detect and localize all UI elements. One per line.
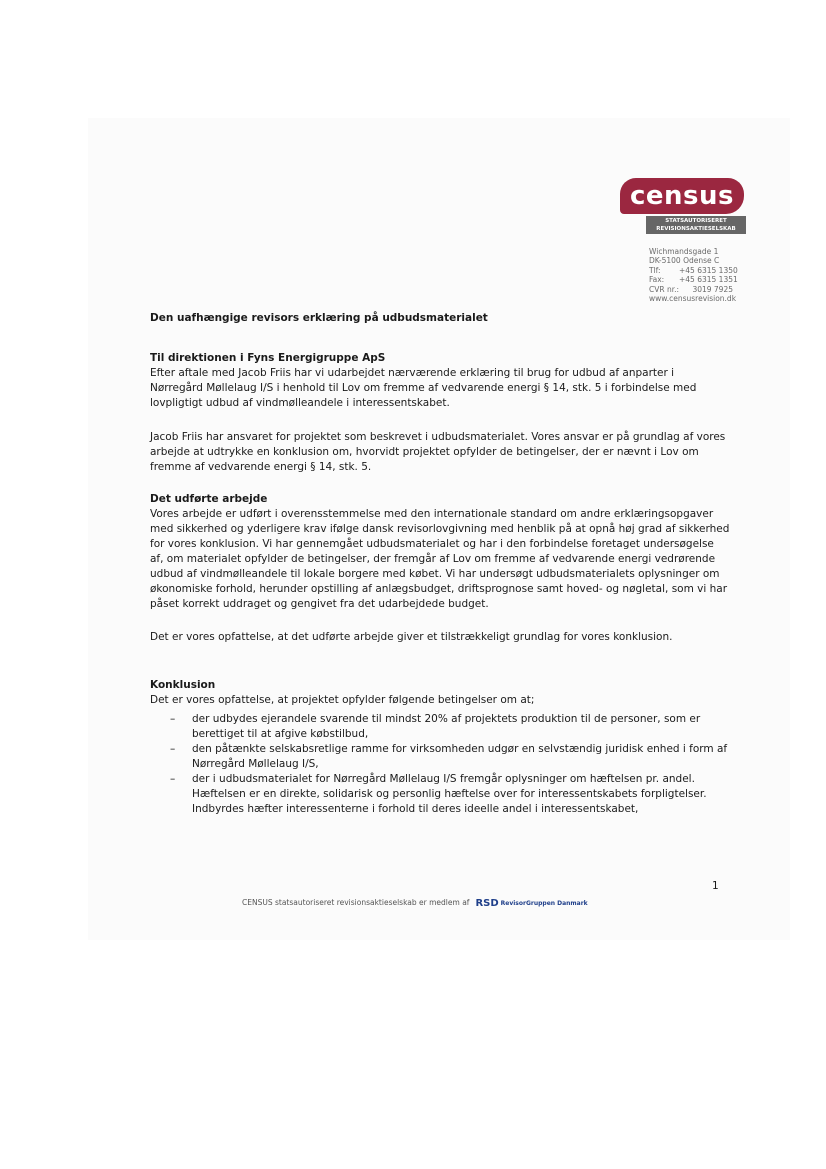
work-heading: Det udførte arbejde xyxy=(150,493,268,505)
list-item-text: den påtænkte selskabsretlige ramme for virksomheden udgør en selvstændig juridisk enhed i form af Nørregård Møllelaug I/S, xyxy=(192,743,728,770)
list-item xyxy=(150,742,730,772)
conclusion-intro: Det er vores opfattelse, at projektet opfylder følgende betingelser om at; xyxy=(150,694,535,706)
network-name: RevisorGruppen Danmark xyxy=(500,900,588,907)
logo-tagline-2: REVISIONSAKTIESELSKAB xyxy=(656,226,736,232)
fax-value: +45 6315 1351 xyxy=(679,275,738,285)
intro-section xyxy=(150,351,730,411)
dash-bullet: – xyxy=(170,713,176,725)
work-paragraph-2: Det er vores opfattelse, at det udførte arbejde giver et tilstrækkeligt grundlag for vores konklusion. xyxy=(150,631,673,643)
page-footer xyxy=(242,898,588,909)
cvr-value: 3019 7925 xyxy=(692,284,733,294)
address-web: www.censusrevision.dk xyxy=(649,294,737,304)
list-item xyxy=(150,772,730,817)
conclusion-section xyxy=(150,678,730,817)
address-city: DK-5100 Odense C xyxy=(649,256,720,266)
dash-bullet: – xyxy=(170,773,176,785)
cvr-label: CVR nr.: xyxy=(649,284,680,294)
company-address xyxy=(649,247,736,303)
work-paragraph-1: Vores arbejde er udført i overensstemmelse med den internationale standard om andre erklæringsopgaver med sikkerhed og yderligere krav ifølge dansk revisorlovgivning med henblik på at opnå høj grad af sikkerhed for vores konklusion. Vi har gennemgået udbudsmaterialet og har i den forbindelse foretaget undersøgelse af, om materialet opfylder de betingelser, der fremgår af Lov om fremme af vedvarende energi vedrørende udbud af vindmølleandele til lokale borgere med købet. Vi har undersøgt udbudsmaterialets oplysninger om økonomiske forhold, herunder opstilling af anlægsbudget, driftsprognose samt hoved- og nøgletal, som vi har påset korrekt uddraget og gengivet fra det udarbejdede budget. xyxy=(150,508,730,610)
intro-paragraph-2: Jacob Friis har ansvaret for projektet som beskrevet i udbudsmaterialet. Vores ansvar er på grundlag af vores arbejde at udtrykke en konklusion om, hvorvidt projektet opfylder de betingelser, der er nævnt i Lov om fremme af vedvarende energi § 14, stk. 5. xyxy=(150,431,726,473)
page-number: 1 xyxy=(712,880,719,892)
address-tlf xyxy=(649,266,736,275)
list-item-text: der i udbudsmaterialet for Nørregård Møllelaug I/S fremgår oplysninger om hæftelsen pr. andel. Hæftelsen er en direkte, solidarisk og personlig hæftelse over for interessentskabets forpligtelser. Indbyrdes hæfter interessenterne i forhold til deres ideelle andel i interessentskabet, xyxy=(192,773,707,815)
list-item-text: der udbydes ejerandele svarende til mindst 20% af projektets produktion til de personer, som er berettiget til at afgive købstilbud, xyxy=(192,713,701,740)
work-section xyxy=(150,492,730,612)
dash-bullet: – xyxy=(170,743,176,755)
conclusion-list xyxy=(150,712,730,817)
fax-label: Fax: xyxy=(649,275,665,285)
logo-brand: census xyxy=(620,178,744,214)
census-logo xyxy=(620,178,748,234)
intro-paragraph-1: Efter aftale med Jacob Friis har vi udarbejdet nærværende erklæring til brug for udbud af anparter i Nørregård Møllelaug I/S i henhold til Lov om fremme af vedvarende energi § 14, stk. 5 i forbindelse med lovpligtigt udbud af vindmølleandele i interessentskabet. xyxy=(150,367,697,409)
network-logo: RSD xyxy=(475,898,499,909)
addressee-heading: Til direktionen i Fyns Energigruppe ApS xyxy=(150,352,386,364)
logo-tagline xyxy=(646,216,746,234)
tlf-value: +45 6315 1350 xyxy=(679,265,738,275)
document-title: Den uafhængige revisors erklæring på udbudsmaterialet xyxy=(150,312,488,324)
footer-text: CENSUS statsautoriseret revisionsaktieselskab er medlem af xyxy=(242,898,470,907)
work-conclusion-basis xyxy=(150,630,730,645)
logo-tagline-1: STATSAUTORISERET xyxy=(665,218,727,224)
document-body xyxy=(150,311,730,815)
address-street: Wichmandsgade 1 xyxy=(649,247,719,256)
responsibility-section xyxy=(150,430,730,475)
list-item xyxy=(150,712,730,742)
address-fax xyxy=(649,275,736,284)
tlf-label: Tlf: xyxy=(649,265,661,275)
address-cvr xyxy=(649,285,736,294)
conclusion-heading: Konklusion xyxy=(150,679,216,691)
